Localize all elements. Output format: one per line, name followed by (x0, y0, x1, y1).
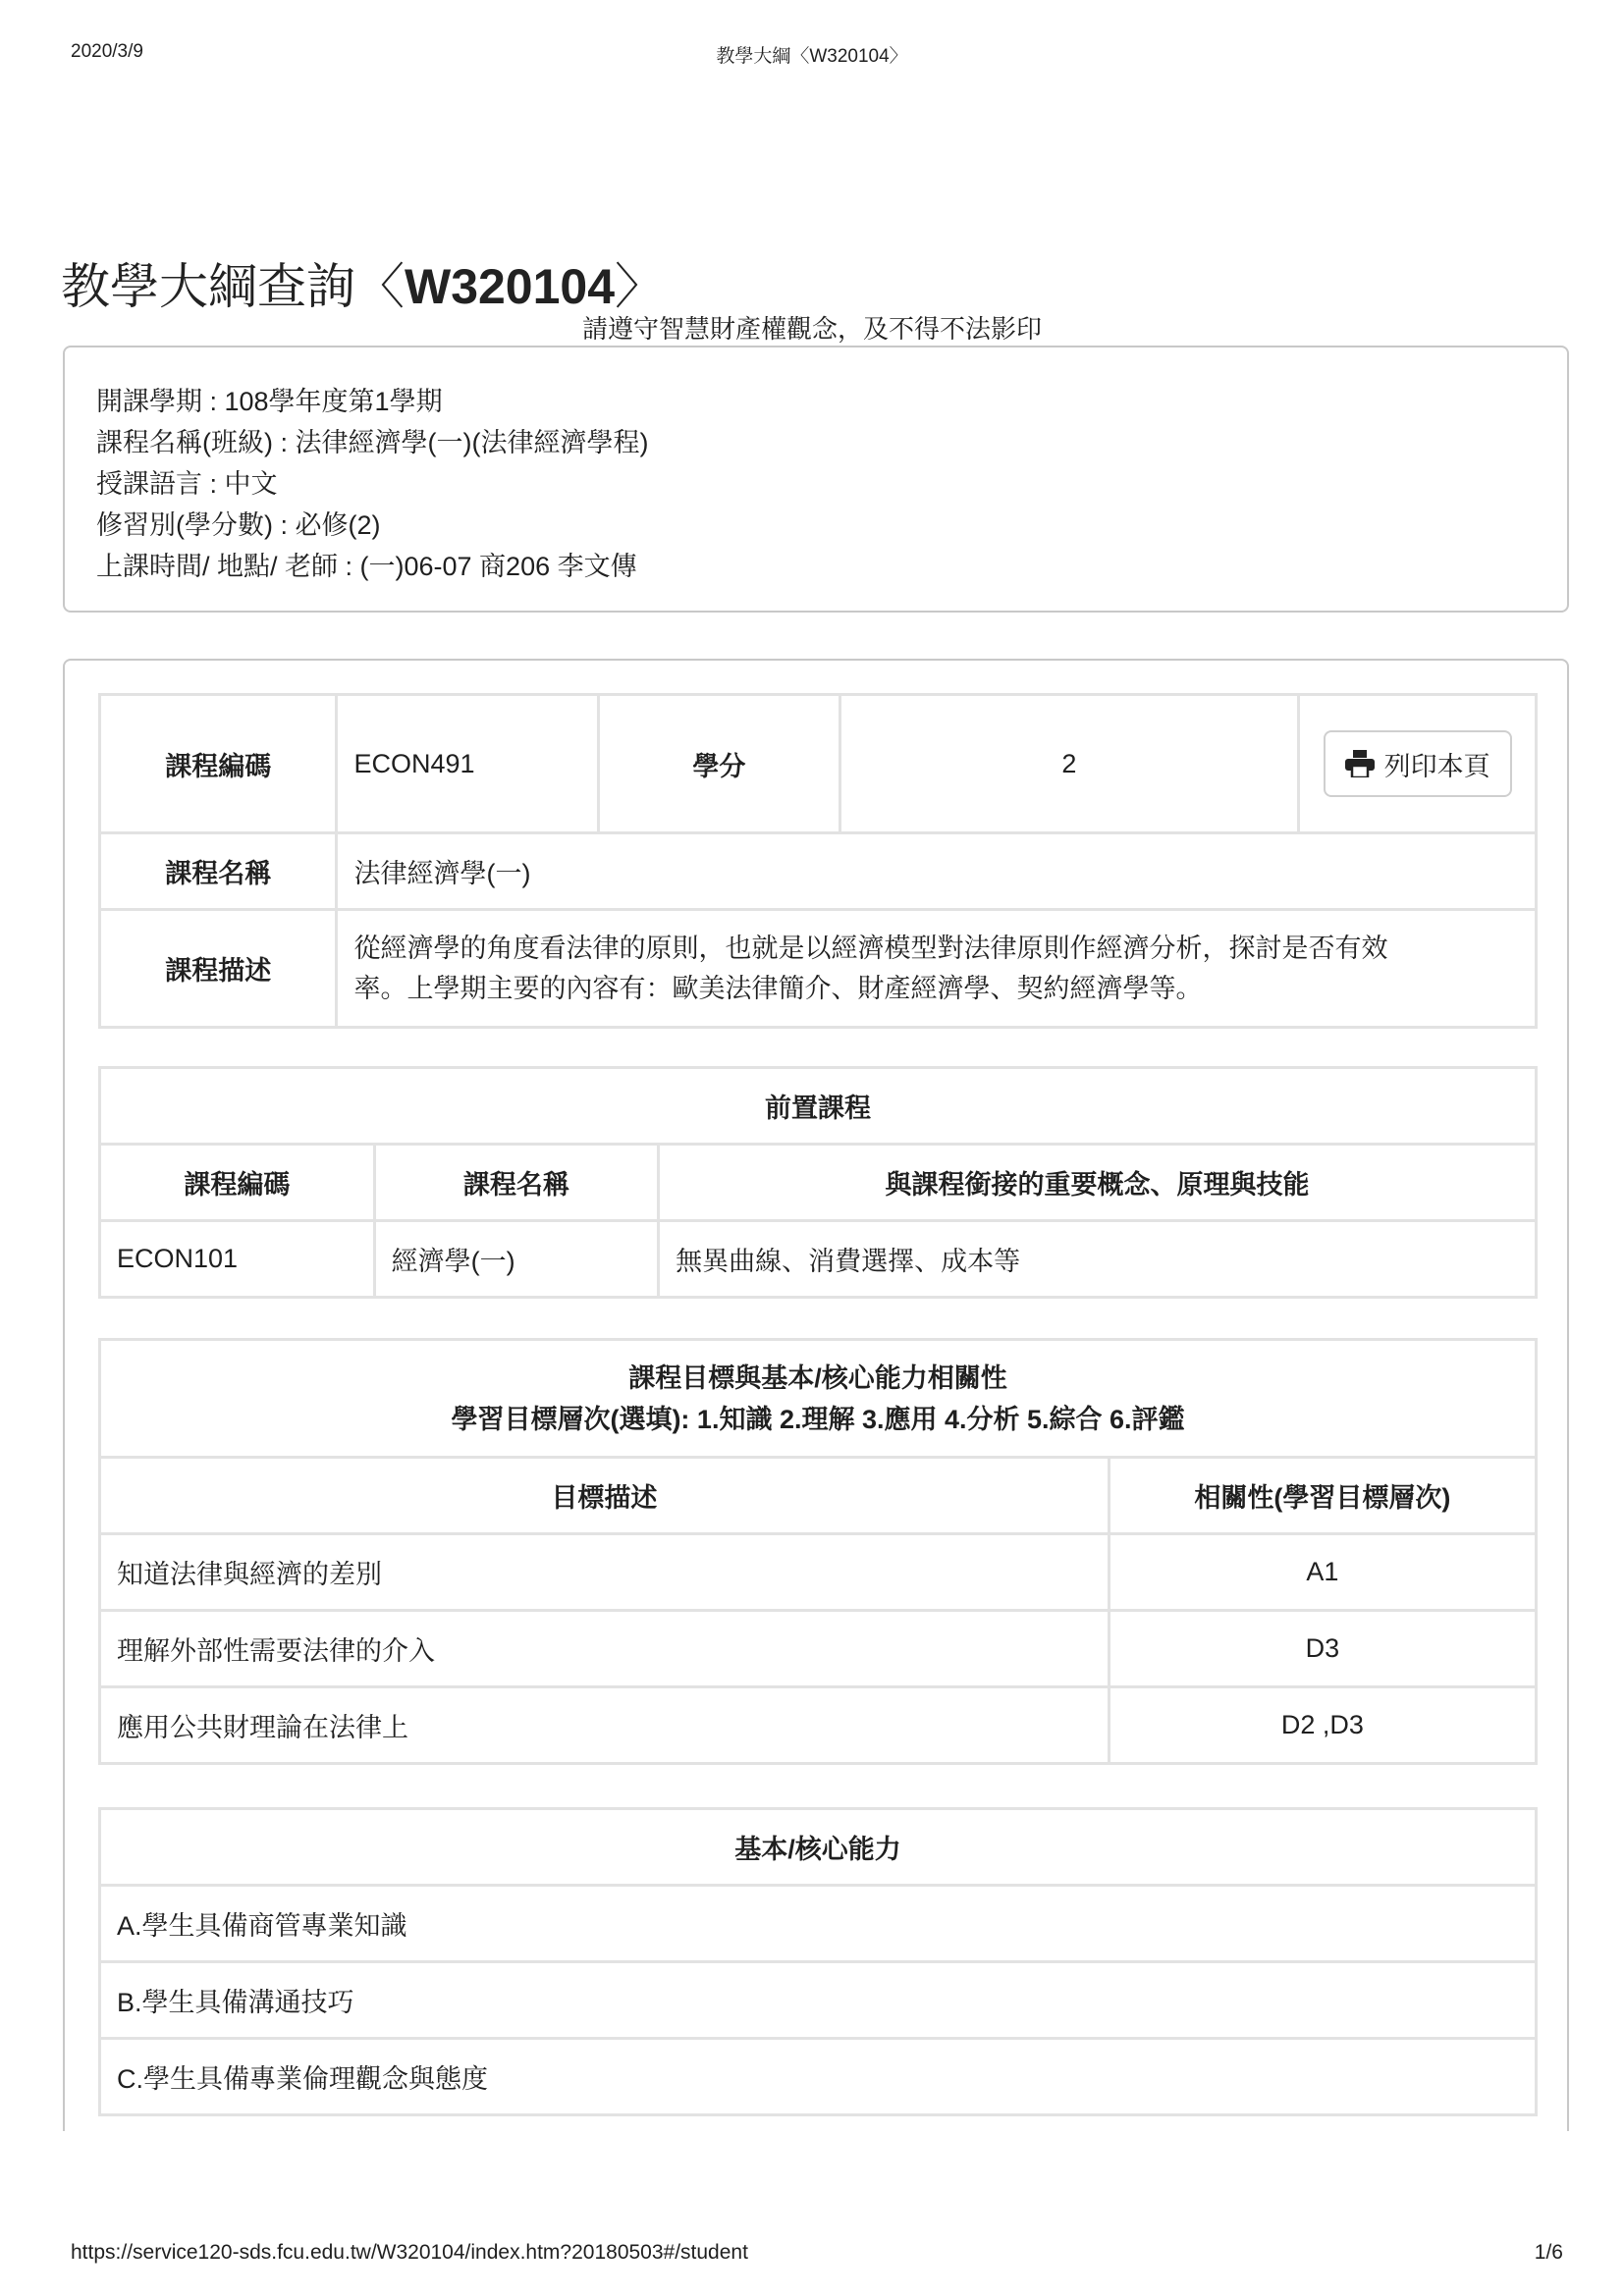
list-item (100, 1962, 1537, 2039)
course-code-label: 課程編碼 (100, 695, 337, 833)
objective-relevance: A1 (1109, 1534, 1536, 1611)
objective-desc: 知道法律與經濟的差別 (100, 1534, 1110, 1611)
competency-item: A.學生具備商管專業知識 (100, 1886, 1537, 1962)
printer-icon (1345, 750, 1375, 777)
page-title-suffix: 〉 (615, 259, 665, 314)
prereq-header-concepts: 與課程銜接的重要概念、原理與技能 (659, 1145, 1537, 1221)
print-date: 2020/3/9 (71, 41, 143, 62)
info-type-credits: 修習別(學分數) : 必修(2) (96, 510, 381, 540)
info-language: 授課語言 : 中文 (96, 469, 278, 499)
list-item (100, 1886, 1537, 1962)
print-footer-url: https://service120-sds.fcu.edu.tw/W320104/index.htm?20180503#/student (71, 2241, 748, 2264)
table-row (100, 1687, 1537, 1764)
objective-relevance: D2 ,D3 (1109, 1687, 1536, 1764)
objective-relevance: D3 (1109, 1611, 1536, 1687)
competency-item: C.學生具備專業倫理觀念與態度 (100, 2039, 1537, 2115)
print-cell (1299, 695, 1537, 833)
objectives-header-desc: 目標描述 (100, 1458, 1110, 1534)
list-item (100, 2039, 1537, 2115)
credit-label: 學分 (599, 695, 839, 833)
copyright-notice: 請遵守智慧財產權觀念，及不得不法影印 (581, 314, 1042, 344)
course-name-value: 法律經濟學(一) (337, 833, 1537, 910)
credit-value: 2 (839, 695, 1299, 833)
course-name-label: 課程名稱 (100, 833, 337, 910)
info-semester: 開課學期 : 108學年度第1學期 (96, 387, 443, 416)
prereq-header-name: 課程名稱 (374, 1145, 658, 1221)
print-page-label: 列印本頁 (1383, 751, 1490, 781)
course-code-value: ECON491 (337, 695, 599, 833)
course-desc-value (337, 910, 1537, 1028)
table-row (100, 1221, 1537, 1298)
objective-desc: 應用公共財理論在法律上 (100, 1687, 1110, 1764)
competencies-table (98, 1807, 1538, 2116)
page-title (61, 247, 664, 318)
prereq-concepts: 無異曲線、消費選擇、成本等 (659, 1221, 1537, 1298)
competency-item: B.學生具備溝通技巧 (100, 1962, 1537, 2039)
objectives-title-cell (100, 1340, 1537, 1458)
objectives-subtitle: 學習目標層次(選填): 1.知識 2.理解 3.應用 4.分析 5.綜合 6.評鑑 (451, 1404, 1185, 1434)
objectives-header-relevance: 相關性(學習目標層次) (1109, 1458, 1536, 1534)
course-desc-line: 從經濟學的角度看法律的原則，也就是以經濟模型對法律原則作經濟分析，探討是否有效 (353, 933, 1388, 963)
competencies-title: 基本/核心能力 (100, 1809, 1537, 1886)
page-title-prefix: 教學大綱查詢〈 (61, 259, 405, 314)
table-row (100, 1534, 1537, 1611)
table-row (100, 1611, 1537, 1687)
prereq-title: 前置課程 (100, 1068, 1537, 1145)
page-title-code: W320104 (405, 259, 616, 314)
print-footer-page: 1/6 (1534, 2241, 1563, 2264)
prerequisite-table (98, 1066, 1538, 1299)
info-course-name: 課程名稱(班級) : 法律經濟學(一)(法律經濟學程) (96, 428, 649, 457)
objectives-table (98, 1338, 1538, 1765)
prereq-code: ECON101 (100, 1221, 375, 1298)
print-page-button[interactable] (1324, 730, 1512, 797)
prereq-header-code: 課程編碼 (100, 1145, 375, 1221)
course-basic-table (98, 693, 1538, 1029)
course-desc-line: 率。上學期主要的內容有：歐美法律簡介、財產經濟學、契約經濟學等。 (353, 973, 1203, 1003)
course-desc-label: 課程描述 (100, 910, 337, 1028)
info-schedule: 上課時間/ 地點/ 老師 : (一)06-07 商206 李文傳 (96, 552, 637, 581)
objectives-title: 課程目標與基本/核心能力相關性 (628, 1362, 1007, 1393)
course-info-panel (63, 346, 1569, 613)
syllabus-main-panel (63, 659, 1569, 2131)
objective-desc: 理解外部性需要法律的介入 (100, 1611, 1110, 1687)
print-header-title: 教學大綱〈W320104〉 (716, 46, 908, 67)
prereq-name: 經濟學(一) (374, 1221, 658, 1298)
